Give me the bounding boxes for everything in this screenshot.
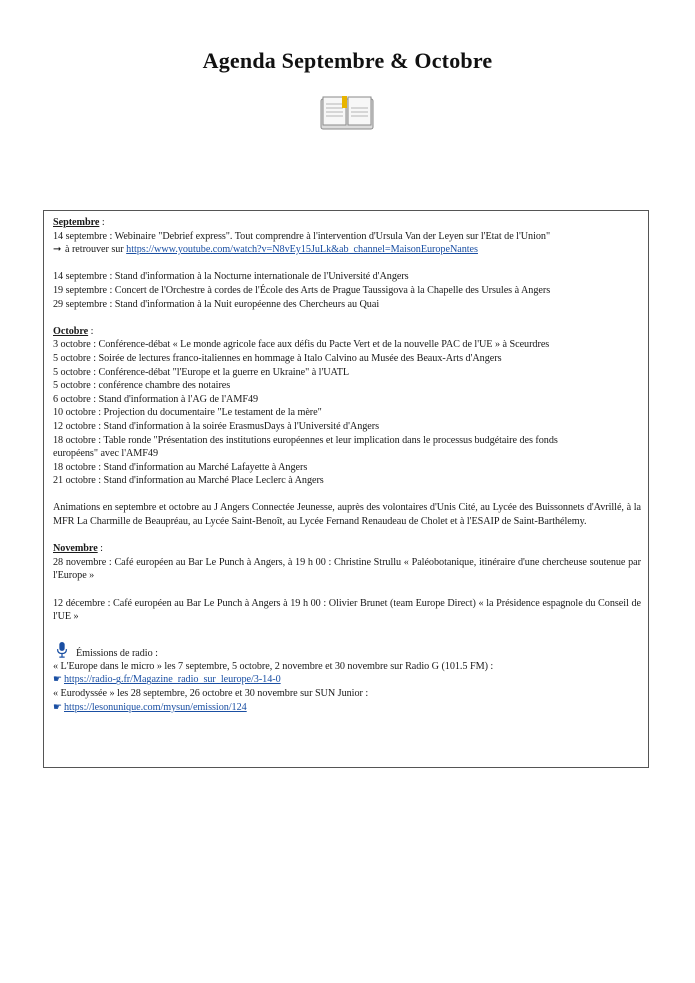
event-line: 12 octobre : Stand d'information à la soirée ErasmusDays à l'Université d'Angers [53, 420, 380, 432]
right-arrow-icon: ➞ [53, 244, 62, 256]
event-line: 18 octobre : Stand d'information au Marché Lafayette à Angers [53, 461, 308, 473]
youtube-link[interactable]: https://www.youtube.com/watch?v=N8vEy15JuLk&ab_channel=MaisonEuropeNantes [126, 244, 478, 256]
event-line: européens" avec l'AMF49 [53, 448, 158, 460]
septembre-colon: : [99, 217, 105, 228]
event-line: 14 septembre : Webinaire "Debrief express". Tout comprendre à l'intervention d'Ursula Van der Leyen sur l'Etat de l'Union" [53, 230, 551, 242]
novembre-heading-line [53, 542, 641, 556]
agenda-content [53, 216, 641, 714]
event-line: 21 octobre : Stand d'information au Marché Place Leclerc à Angers [53, 475, 324, 487]
pointing-hand-icon: ☛ [53, 674, 63, 686]
event-line: 5 octobre : conférence chambre des notaires [53, 380, 231, 392]
octobre-heading-line [53, 325, 641, 339]
septembre-heading-line [53, 216, 641, 230]
page-title: Agenda Septembre & Octobre [202, 48, 493, 73]
radio-heading: Émissions de radio : [76, 647, 158, 659]
radio-g-link[interactable]: https://radio-g.fr/Magazine_radio_sur_leurope/3-14-0 [64, 674, 281, 686]
link-prefix: à retrouver sur [65, 244, 127, 256]
event-line: 18 octobre : Table ronde "Présentation des institutions européennes et leur implication dans le processus budgétaire des fonds [53, 434, 558, 446]
event-paragraph: 28 novembre : Café européen au Bar Le Punch à Angers, à 19 h 00 : Christine Strullu « Paléobotanique, itinéraire d'une chercheuse soutenue par l'Europe » [53, 556, 641, 582]
octobre-colon: : [88, 325, 94, 337]
event-paragraph: 12 décembre : Café européen au Bar Le Punch à Angers à 19 h 00 : Olivier Brunet (team Europe Direct) « la Présidence espagnole du Conseil de l'UE » [53, 597, 641, 623]
microphone-icon [56, 642, 68, 658]
event-line: 29 septembre : Stand d'information à la Nuit européenne des Chercheurs au Quai [53, 298, 380, 310]
event-line: 5 octobre : Conférence-débat "l'Europe et la guerre en Ukraine" à l'UATL [53, 366, 350, 378]
book-icon [320, 96, 374, 130]
event-line: 10 octobre : Projection du documentaire "Le testament de la mère" [53, 407, 322, 419]
radio-line: « Eurodyssée » les 28 septembre, 26 octobre et 30 novembre sur SUN Junior : [53, 688, 369, 699]
event-link-line [53, 243, 641, 257]
sun-junior-link[interactable]: https://lesonunique.com/mysun/emission/124 [64, 701, 247, 713]
radio-line: « L'Europe dans le micro » les 7 septembre, 5 octobre, 2 novembre et 30 novembre sur Radio G (101.5 FM) : [53, 660, 494, 672]
event-line: 5 octobre : Soirée de lectures franco-italiennes en hommage à Italo Calvino au Musée des Beaux-Arts d'Angers [53, 352, 502, 364]
event-line: 6 octobre : Stand d'information à l'AG de l'AMF49 [53, 393, 259, 405]
radio-link-line [53, 701, 641, 715]
event-line: 14 septembre : Stand d'information à la Nocturne internationale de l'Université d'Angers [53, 271, 409, 283]
novembre-heading: Novembre [53, 543, 98, 555]
septembre-heading: Septembre [53, 217, 100, 228]
octobre-heading: Octobre [53, 325, 89, 337]
radio-heading-line [53, 642, 641, 660]
novembre-colon: : [97, 543, 103, 555]
pointing-hand-icon: ☛ [53, 701, 63, 713]
animations-paragraph: Animations en septembre et octobre au J Angers Connectée Jeunesse, auprès des volontaires d'Unis Cité, au Lycée des Buissonnets d'Avrillé, à la MFR La Charmille de Beaupréau, au Lycée Saint-Benoît, au Lycée Fernand Renaudeau de Cholet et à l'ESAIP de Saint-Barthélemy. [53, 502, 641, 528]
radio-link-line [53, 673, 641, 687]
event-line: 19 septembre : Concert de l'Orchestre à cordes de l'École des Arts de Prague Taussigova à la Chapelle des Ursules à Angers [53, 284, 551, 296]
event-line: 3 octobre : Conférence-débat « Le monde agricole face aux défis du Pacte Vert et de la nouvelle PAC de l'UE » à Sceurdres [53, 339, 550, 351]
agenda-box [43, 210, 649, 768]
